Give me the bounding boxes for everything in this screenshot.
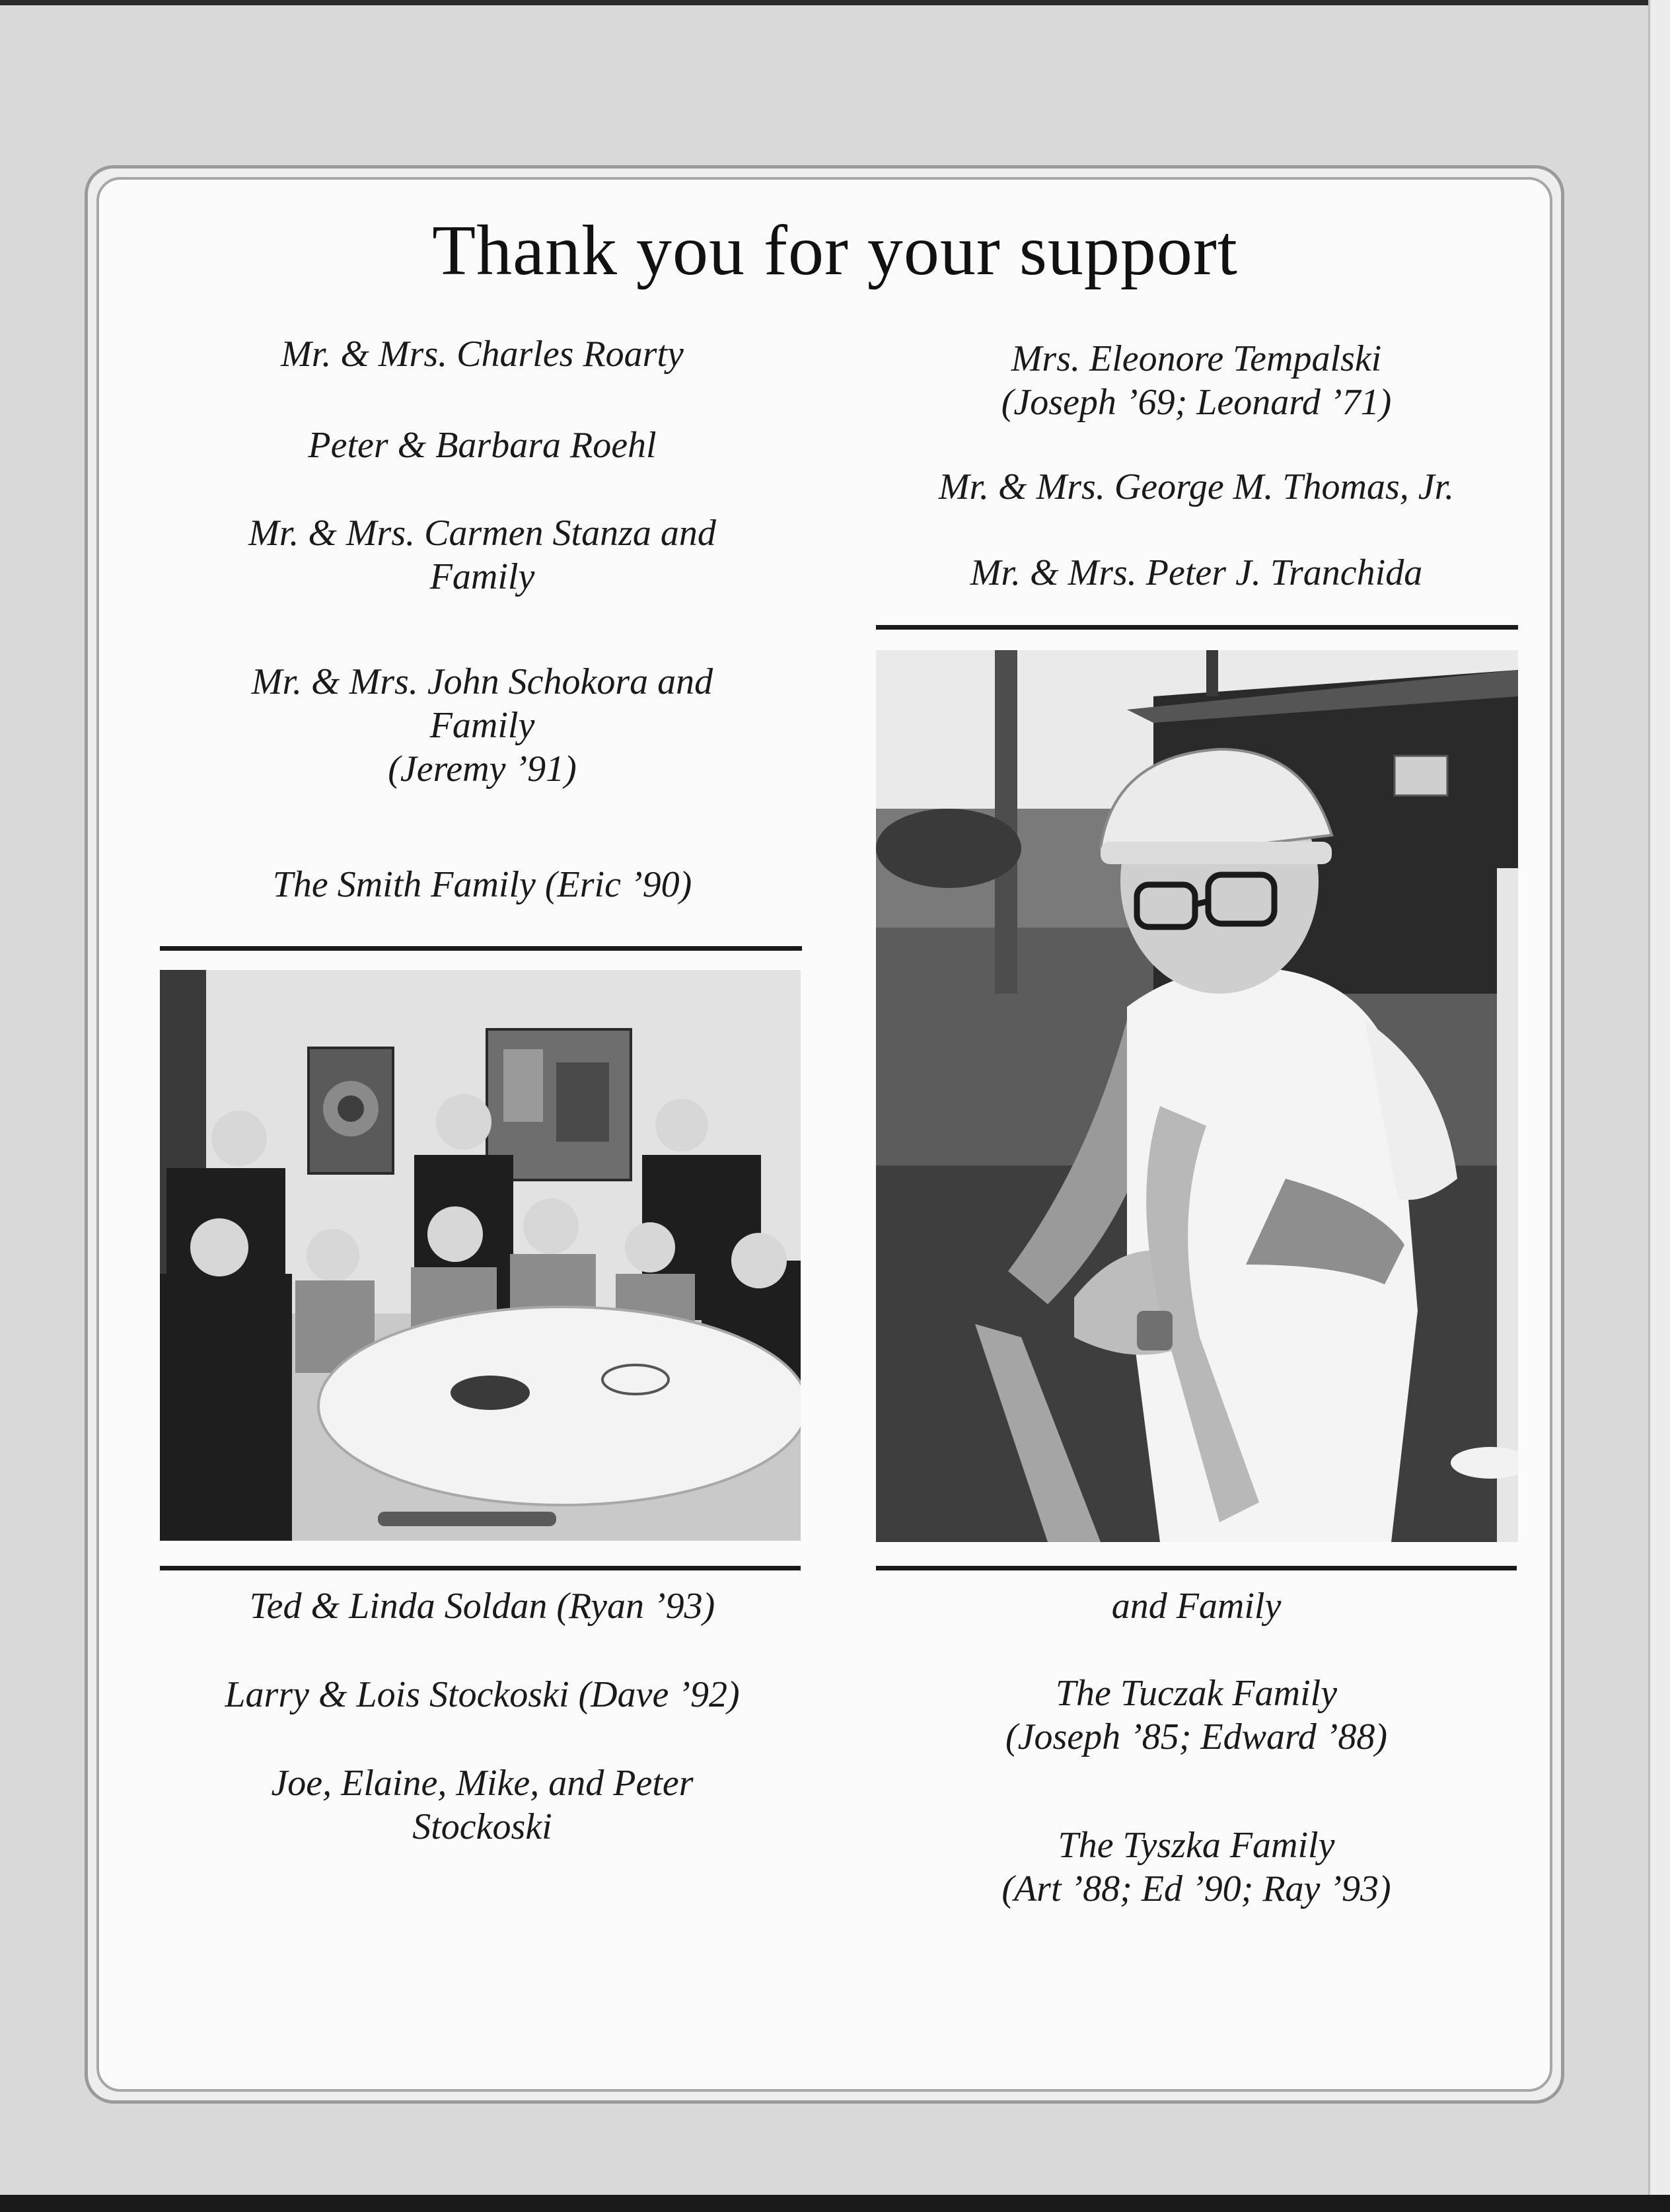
entry-line: (Jeremy ’91) (388, 749, 577, 790)
supporter-entry (876, 1584, 1517, 1628)
entry-line: Mr. & Mrs. George M. Thomas, Jr. (938, 466, 1455, 507)
supporter-entry (876, 551, 1517, 595)
supporter-entry (876, 1672, 1517, 1759)
entry-line: Family (429, 705, 535, 746)
supporter-entry (160, 1761, 805, 1849)
entry-line: The Tyszka Family (1058, 1825, 1335, 1866)
supporter-entry (876, 465, 1517, 509)
entry-line: Larry & Lois Stockoski (Dave ’92) (225, 1674, 740, 1715)
scan-edge-top (0, 0, 1670, 5)
supporter-entry (160, 511, 805, 599)
divider-rule (160, 1566, 801, 1570)
supporter-entry (160, 660, 805, 791)
entry-line: (Art ’88; Ed ’90; Ray ’93) (1001, 1868, 1391, 1909)
supporter-entry (160, 863, 805, 906)
entry-line: Ted & Linda Soldan (Ryan ’93) (249, 1586, 715, 1627)
entry-line: Mr. & Mrs. John Schokora and (251, 661, 713, 702)
supporter-entry (160, 1673, 805, 1716)
entry-line: The Tuczak Family (1055, 1673, 1338, 1714)
supporter-entry (876, 1824, 1517, 1911)
entry-line: Peter & Barbara Roehl (308, 425, 657, 466)
entry-line: (Joseph ’85; Edward ’88) (1005, 1716, 1388, 1757)
banquet-group-photo-drawing (160, 970, 801, 1541)
ticket-seller-photo-drawing (876, 650, 1518, 1542)
ticket-seller-photo (876, 650, 1518, 1542)
entry-line: (Joseph ’69; Leonard ’71) (1001, 382, 1392, 423)
scan-edge-right (1648, 0, 1670, 2212)
banquet-group-photo (160, 970, 801, 1541)
entry-line: Family (429, 556, 535, 597)
divider-rule (876, 625, 1518, 630)
supporter-entry (160, 332, 805, 376)
entry-line: Mr. & Mrs. Charles Roarty (281, 334, 684, 375)
supporter-entry (160, 1584, 805, 1628)
divider-rule (160, 946, 802, 951)
scan-edge-bottom (0, 2195, 1670, 2212)
supporter-entry (160, 424, 805, 467)
entry-line: Mr. & Mrs. Peter J. Tranchida (970, 552, 1423, 593)
supporter-entry (876, 337, 1517, 424)
entry-line: Stockoski (412, 1806, 552, 1847)
divider-rule (876, 1566, 1517, 1570)
entry-line: Joe, Elaine, Mike, and Peter (271, 1763, 694, 1804)
entry-line: Mrs. Eleonore Tempalski (1011, 338, 1382, 379)
entry-line: Mr. & Mrs. Carmen Stanza and (248, 513, 716, 554)
entry-line: The Smith Family (Eric ’90) (272, 864, 692, 905)
entry-line: and Family (1111, 1586, 1282, 1627)
page-title: Thank you for your support (432, 211, 1238, 290)
